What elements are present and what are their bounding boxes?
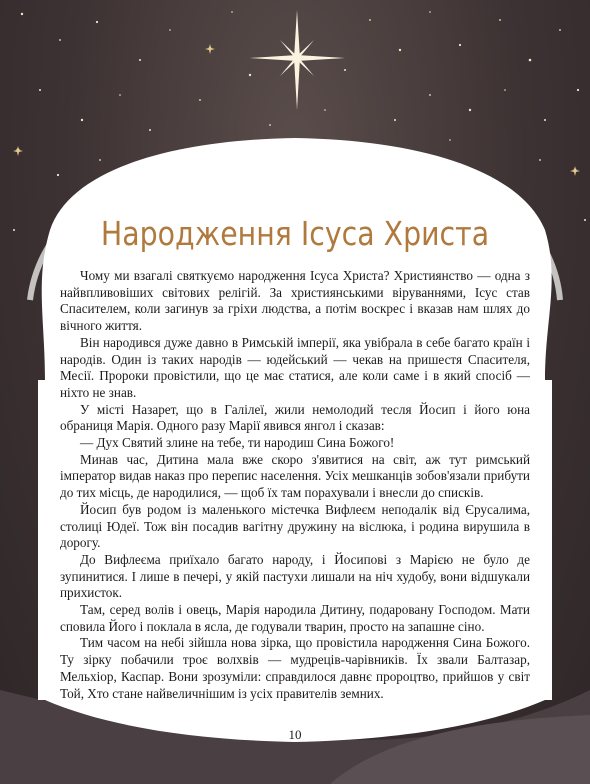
paragraph: Він народився дуже давно в Римській імперії, яка увібрала в себе багато країн і народів. Один із таких народів — юдейський — чекав на пришестя Спасителя, Месії. Пророки провістили, що це має статися, але коли саме і в який спосіб — ніхто не знав. [60,334,530,400]
paragraph: Тим часом на небі зійшла нова зірка, що провістила народження Сина Божого. Ту зірку побачили троє волхвів — мудреців-чарівників. Їх звали Балтазар, Мельхіор, Каспар. Вони зрозуміли: справдилося давнє пророцтво, прийшов у світ Той, Хто стане найвеличнішим із усіх правителів земних. [60,635,530,701]
story-text [60,268,530,702]
paragraph: У місті Назарет, що в Галілеї, жили немолодий тесля Йосип і його юна обраниця Марія. Одного разу Марії явився янгол і сказав: [60,401,530,434]
paragraph-dialogue: — Дух Святий злине на тебе, ти народиш Сина Божого! [80,435,395,451]
paragraph: Минав час, Дитина мала вже скоро з'явитися на світ, аж тут римський імператор видав наказ про перепис населення. Усіх мешканців зобов'язали прибути до тих місць, де народилися, — щоб їх там порахували і внесли до списків. [60,451,530,501]
paragraph: Там, серед волів і овець, Марія народила Дитину, подаровану Господом. Мати сповила Його і поклала в ясла, де годували тварин, просто на запашне сіно. [60,602,530,634]
paragraph: Чому ми взагалі святкуємо народження Ісуса Христа? Християнство — одна з найвпливовіших світових релігій. За християнськими віруваннями, Ісус став Спасителем, коли загинув за гріхи людства, а потім воскрес і вказав нам шлях до вічного життя. [60,268,530,334]
page-number: 10 [288,727,302,742]
paragraph: До Вифлеєма приїхало багато народу, і Йосипові з Марією не було де зупинитися. І лише в печері, у якій пастухи лишали на ніч худобу, вони відшукали прихисток. [60,551,530,601]
page-title: Народження Ісуса Христа [100,214,490,253]
paragraph: Йосип був родом із маленького містечка Вифлеєм неподалік від Єрусалима, столиці Юдеї. Тож він посадив вагітну дружину на віслюка, і родина вирушила в дорогу. [60,501,530,551]
